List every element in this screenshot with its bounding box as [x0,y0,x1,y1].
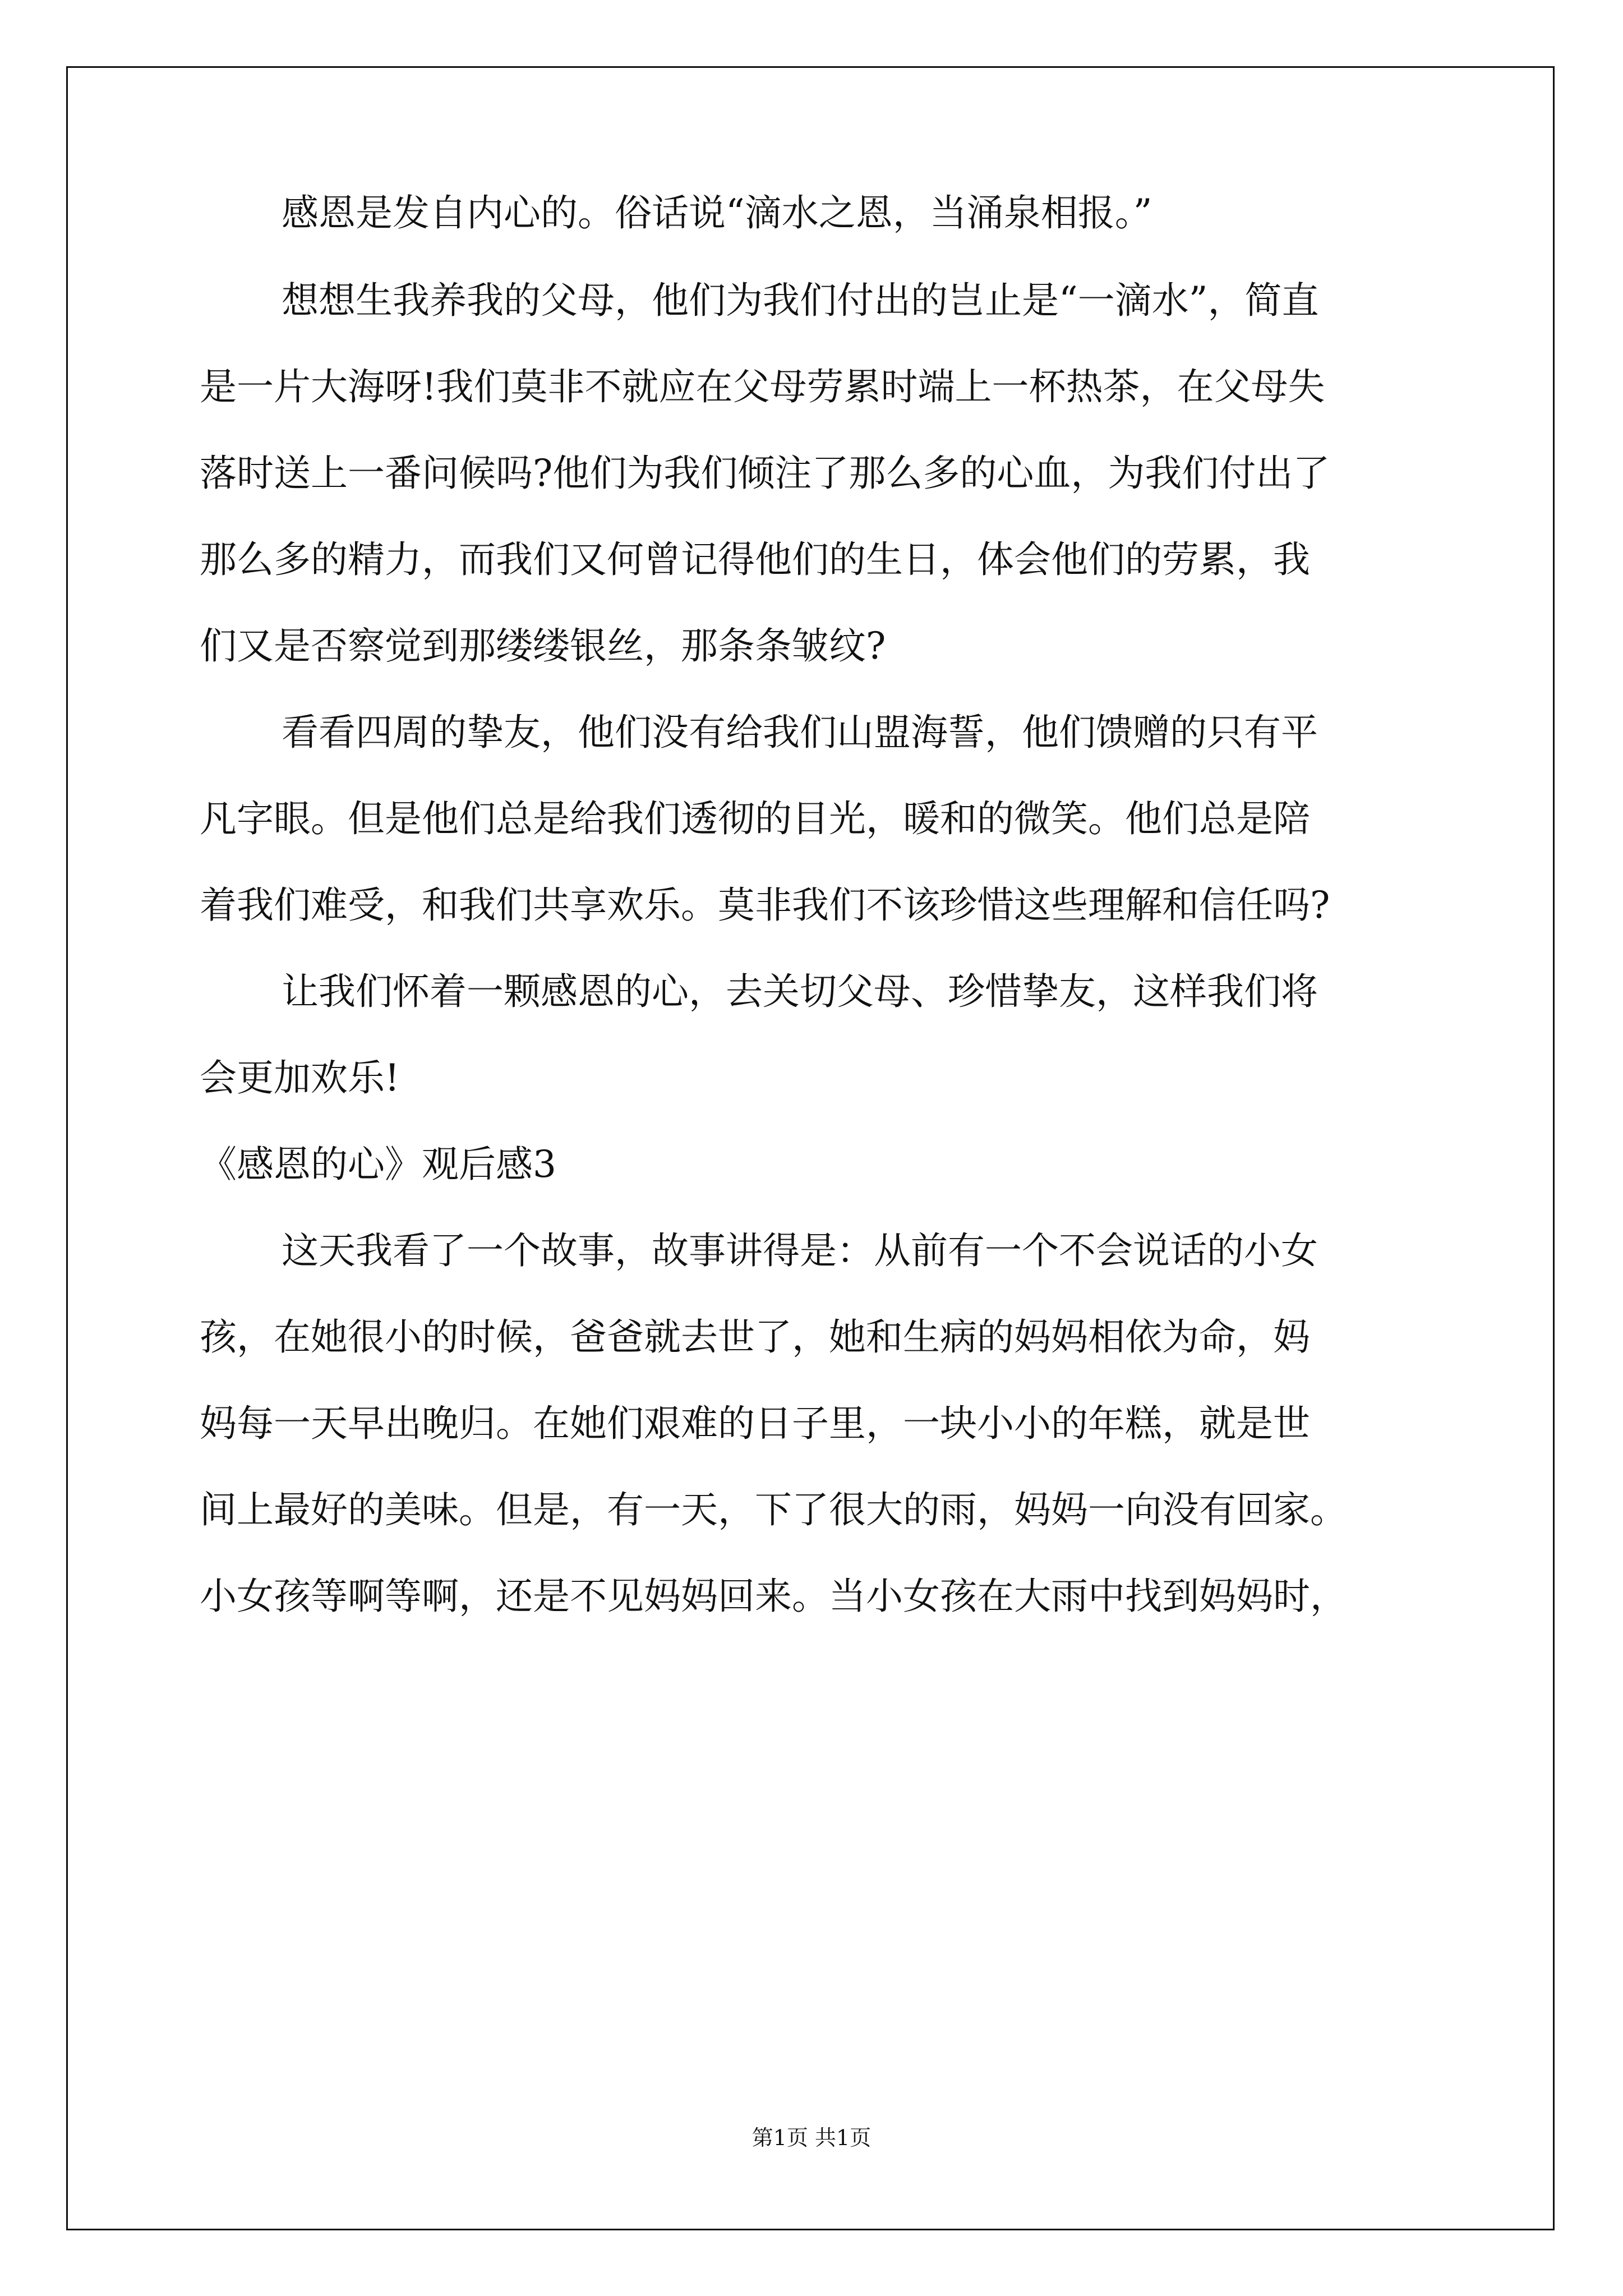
paragraph-line: 间上最好的美味。但是，有一天，下了很大的雨，妈妈一向没有回家。 [200,1488,1347,1531]
paragraph-line: 着我们难受，和我们共享欢乐。莫非我们不该珍惜这些理解和信任吗? [200,884,1330,927]
paragraph-line: 小女孩等啊等啊，还是不见妈妈回来。当小女孩在大雨中找到妈妈时， [200,1575,1347,1618]
page-footer: 第1页 共1页 [751,2125,872,2150]
paragraph-line: 妈每一天早出晚归。在她们艰难的日子里，一块小小的年糕，就是世 [200,1402,1310,1445]
paragraph-line: 们又是否察觉到那缕缕银丝，那条条皱纹? [200,624,886,668]
paragraph-line: 让我们怀着一颗感恩的心，去关切父母、珍惜挚友，这样我们将 [282,970,1318,1013]
paragraph-line: 孩，在她很小的时候，爸爸就去世了，她和生病的妈妈相依为命，妈 [200,1315,1310,1359]
paragraph-line: 凡字眼。但是他们总是给我们透彻的目光，暖和的微笑。他们总是陪 [200,797,1310,840]
paragraph-line: 是一片大海呀!我们莫非不就应在父母劳累时端上一杯热茶，在父母失 [200,365,1325,408]
paragraph-line: 这天我看了一个故事，故事讲得是：从前有一个不会说话的小女 [282,1229,1318,1272]
paragraph-line: 会更加欢乐! [200,1056,400,1099]
section-heading: 《感恩的心》观后感3 [200,1143,556,1186]
paragraph-line: 那么多的精力，而我们又何曾记得他们的生日，体会他们的劳累，我 [200,538,1310,581]
paragraph-line: 看看四周的挚友，他们没有给我们山盟海誓，他们馈赠的只有平 [282,711,1318,754]
paragraph-line: 落时送上一番问候吗?他们为我们倾注了那么多的心血，为我们付出了 [200,452,1330,495]
paragraph-line: 感恩是发自内心的。俗话说“滴水之恩，当涌泉相报。” [282,191,1152,234]
paragraph-line: 想想生我养我的父母，他们为我们付出的岂止是“一滴水”，简直 [282,279,1319,322]
